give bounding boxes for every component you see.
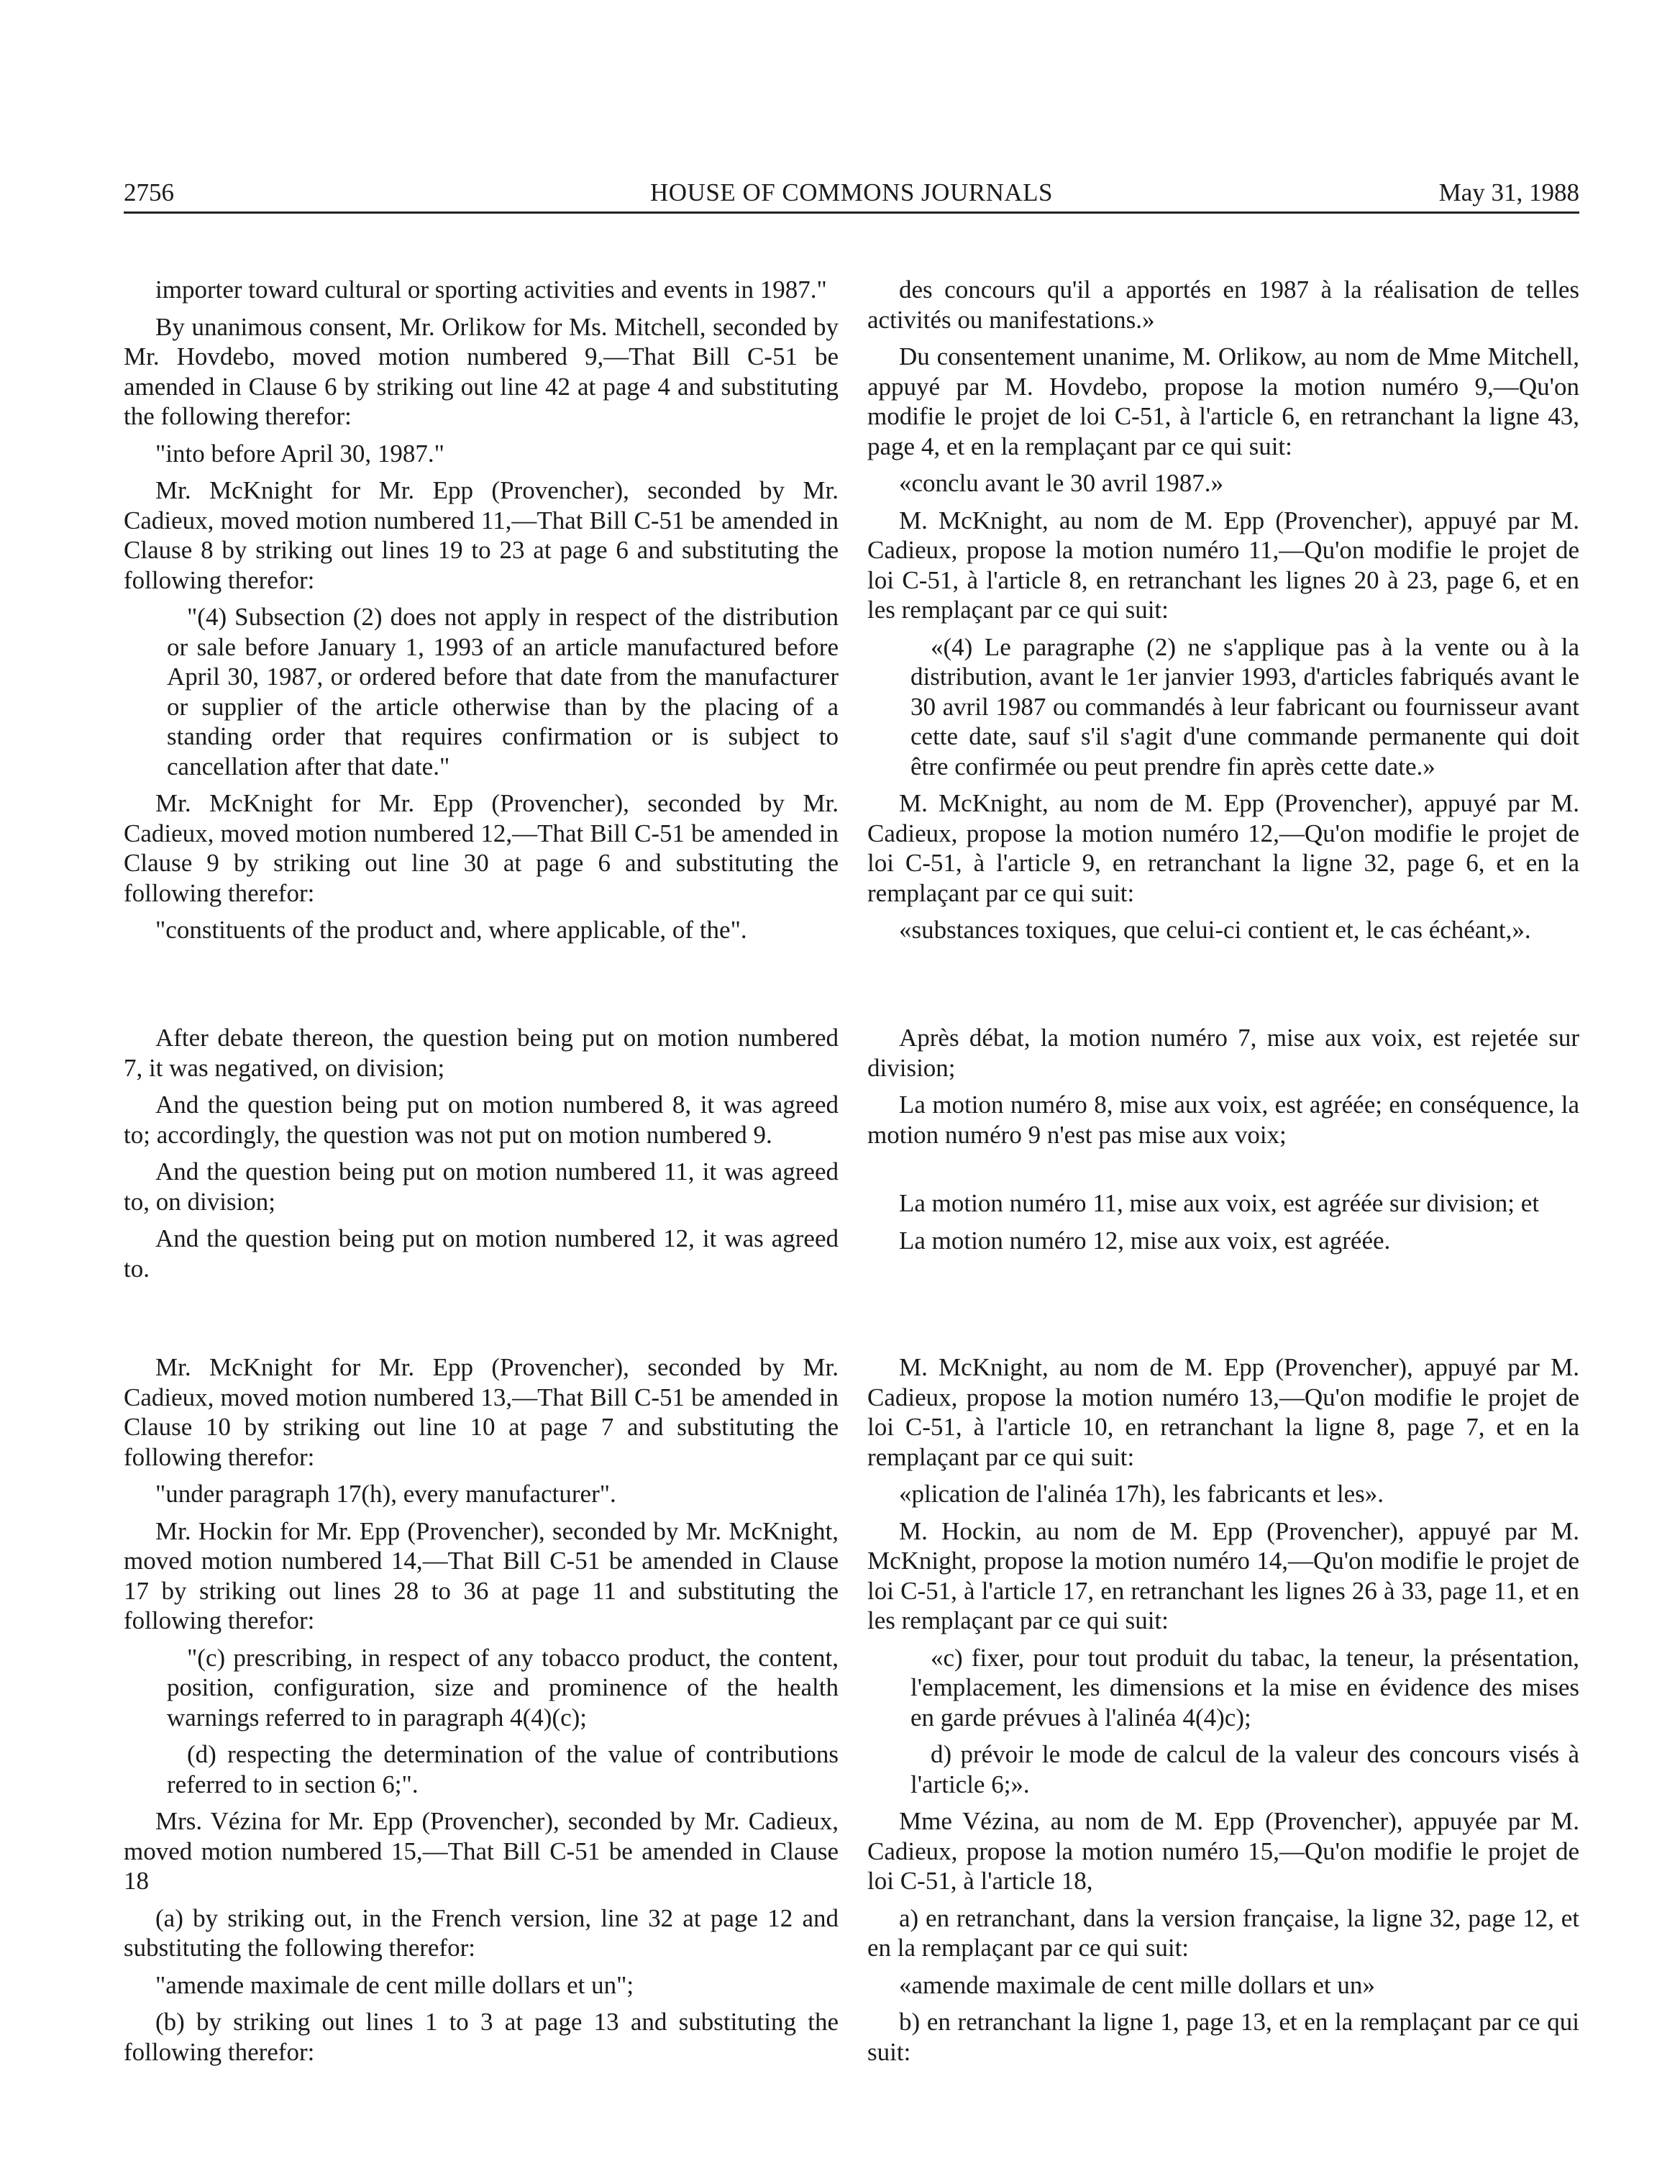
paragraph: Mr. McKnight for Mr. Epp (Provencher), seconded by Mr. Cadieux, moved motion numbered 13,—That Bill C-51 be amended in Clause 10 by striking out line 10 at page 7 and substituting the following therefor:	[124, 1353, 839, 1471]
journal-date: May 31, 1988	[1438, 178, 1579, 206]
paragraph: Après débat, la motion numéro 7, mise aux voix, est rejetée sur division;	[867, 1024, 1579, 1082]
french-block-1	[867, 275, 1579, 952]
quoted-amendment: «conclu avant le 30 avril 1987.»	[899, 469, 1223, 497]
paragraph: Mme Vézina, au nom de M. Epp (Provencher), appuyée par M. Cadieux, propose la motion numéro 15,—Qu'on modifie le projet de loi C-51, à l'article 18,	[867, 1807, 1579, 1895]
paragraph: La motion numéro 11, mise aux voix, est agréée sur division; et	[899, 1189, 1540, 1217]
paragraph: Mr. McKnight for Mr. Epp (Provencher), seconded by Mr. Cadieux, moved motion numbered 12,—That Bill C-51 be amended in Clause 9 by striking out line 30 at page 6 and substituting the following therefor:	[124, 789, 839, 907]
quoted-amendment: «(4) Le paragraphe (2) ne s'applique pas à la vente ou à la distribution, avant le 1er janvier 1993, d'articles fabriqués avant le 30 avril 1987 ou commandés à leur fabricant ou fournisseur avant cette date, sauf s'il s'agit d'une commande permanente qui doit être confirmée ou peut prendre fin après cette date.»	[910, 632, 1579, 781]
paragraph: Du consentement unanime, M. Orlikow, au nom de Mme Mitchell, appuyé par M. Hovdebo, propose la motion numéro 9,—Qu'on modifie le projet de loi C-51, à l'article 6, en retranchant la ligne 43, page 4, et en la remplaçant par ce qui suit:	[867, 342, 1579, 460]
quoted-amendment: (d) respecting the determination of the value of contributions referred to in section 6;".	[167, 1740, 839, 1798]
page-header	[124, 176, 1579, 214]
quoted-amendment: «plication de l'alinéa 17h), les fabricants et les».	[899, 1480, 1384, 1508]
quoted-amendment: "into before April 30, 1987."	[155, 439, 444, 468]
french-block-3	[867, 1352, 1579, 2074]
english-block-3	[124, 1352, 839, 2074]
french-block-2	[867, 1023, 1579, 1157]
quoted-amendment: "amende maximale de cent mille dollars et un";	[155, 1970, 634, 1999]
quoted-amendment: "(c) prescribing, in respect of any tobacco product, the content, position, configuration, size and prominence of the health warnings referred to in paragraph 4(4)(c);	[167, 1643, 839, 1732]
paragraph: La motion numéro 12, mise aux voix, est agréée.	[899, 1226, 1391, 1255]
paragraph: M. McKnight, au nom de M. Epp (Provencher), appuyé par M. Cadieux, propose la motion numéro 12,—Qu'on modifie le projet de loi C-51, à l'article 9, en retranchant la ligne 32, page 6, et en la remplaçant par ce qui suit:	[867, 789, 1579, 907]
paragraph: M. McKnight, au nom de M. Epp (Provencher), appuyé par M. Cadieux, propose la motion numéro 11,—Qu'on modifie le projet de loi C-51, à l'article 8, en retranchant les lignes 20 à 23, page 6, et en les remplaçant par ce qui suit:	[867, 506, 1579, 624]
paragraph: And the question being put on motion numbered 8, it was agreed to; accordingly, the question was not put on motion numbered 9.	[124, 1091, 839, 1149]
paragraph: After debate thereon, the question being put on motion numbered 7, it was negatived, on division;	[124, 1024, 839, 1082]
paragraph: importer toward cultural or sporting activities and events in 1987."	[155, 276, 827, 304]
paragraph: M. Hockin, au nom de M. Epp (Provencher), appuyé par M. McKnight, propose la motion numéro 14,—Qu'on modifie le projet de loi C-51, à l'article 17, en retranchant les lignes 26 à 33, page 11, et en les remplaçant par ce qui suit:	[867, 1516, 1579, 1634]
quoted-amendment: d) prévoir le mode de calcul de la valeur des concours visés à l'article 6;».	[910, 1740, 1579, 1798]
paragraph: And the question being put on motion numbered 11, it was agreed to, on division;	[124, 1157, 839, 1216]
english-block-2	[124, 1023, 839, 1291]
page-number: 2756	[124, 178, 174, 206]
paragraph: a) en retranchant, dans la version française, la ligne 32, page 12, et en la remplaçant par ce qui suit:	[867, 1903, 1579, 1962]
journal-title: HOUSE OF COMMONS JOURNALS	[650, 178, 1053, 206]
paragraph: By unanimous consent, Mr. Orlikow for Ms. Mitchell, seconded by Mr. Hovdebo, moved motion numbered 9,—That Bill C-51 be amended in Clause 6 by striking out line 42 at page 4 and substituting the following therefor:	[124, 312, 839, 430]
quoted-amendment: "(4) Subsection (2) does not apply in respect of the distribution or sale before January 1, 1993 of an article manufactured before April 30, 1987, or ordered before that date from the manufacturer or supplier of the article otherwise than by the placing of a standing order that requires confirmation or is subject to cancellation after that date."	[167, 603, 839, 781]
paragraph: Mr. McKnight for Mr. Epp (Provencher), seconded by Mr. Cadieux, moved motion numbered 11,—That Bill C-51 be amended in Clause 8 by striking out lines 19 to 23 at page 6 and substituting the following therefor:	[124, 476, 839, 594]
paragraph: (b) by striking out lines 1 to 3 at page 13 and substituting the following therefor:	[124, 2008, 839, 2066]
paragraph: La motion numéro 8, mise aux voix, est agréée; en conséquence, la motion numéro 9 n'est pas mise aux voix;	[867, 1091, 1579, 1149]
paragraph: Mrs. Vézina for Mr. Epp (Provencher), seconded by Mr. Cadieux, moved motion numbered 15,—That Bill C-51 be amended in Clause 18	[124, 1807, 839, 1895]
quoted-amendment: "constituents of the product and, where applicable, of the".	[155, 916, 747, 944]
paragraph: b) en retranchant la ligne 1, page 13, et en la remplaçant par ce qui suit:	[867, 2008, 1579, 2066]
quoted-amendment: «substances toxiques, que celui-ci contient et, le cas échéant,».	[899, 916, 1531, 944]
quoted-amendment: «amende maximale de cent mille dollars et un»	[899, 1970, 1375, 1999]
paragraph: (a) by striking out, in the French version, line 32 at page 12 and substituting the following therefor:	[124, 1903, 839, 1962]
french-block-2b	[867, 1188, 1579, 1262]
paragraph: M. McKnight, au nom de M. Epp (Provencher), appuyé par M. Cadieux, propose la motion numéro 13,—Qu'on modifie le projet de loi C-51, à l'article 10, en retranchant la ligne 8, page 7, et en la remplaçant par ce qui suit:	[867, 1353, 1579, 1471]
paragraph: And the question being put on motion numbered 12, it was agreed to.	[124, 1224, 839, 1283]
paragraph: des concours qu'il a apportés en 1987 à la réalisation de telles activités ou manifestations.»	[867, 276, 1579, 334]
paragraph: Mr. Hockin for Mr. Epp (Provencher), seconded by Mr. McKnight, moved motion numbered 14,—That Bill C-51 be amended in Clause 17 by striking out lines 28 to 36 at page 11 and substituting the following therefor:	[124, 1516, 839, 1634]
quoted-amendment: "under paragraph 17(h), every manufacturer".	[155, 1480, 616, 1508]
quoted-amendment: «c) fixer, pour tout produit du tabac, la teneur, la présentation, l'emplacement, les dimensions et la mise en évidence des mises en garde prévues à l'alinéa 4(4)c);	[910, 1643, 1579, 1732]
english-block-1	[124, 275, 839, 952]
